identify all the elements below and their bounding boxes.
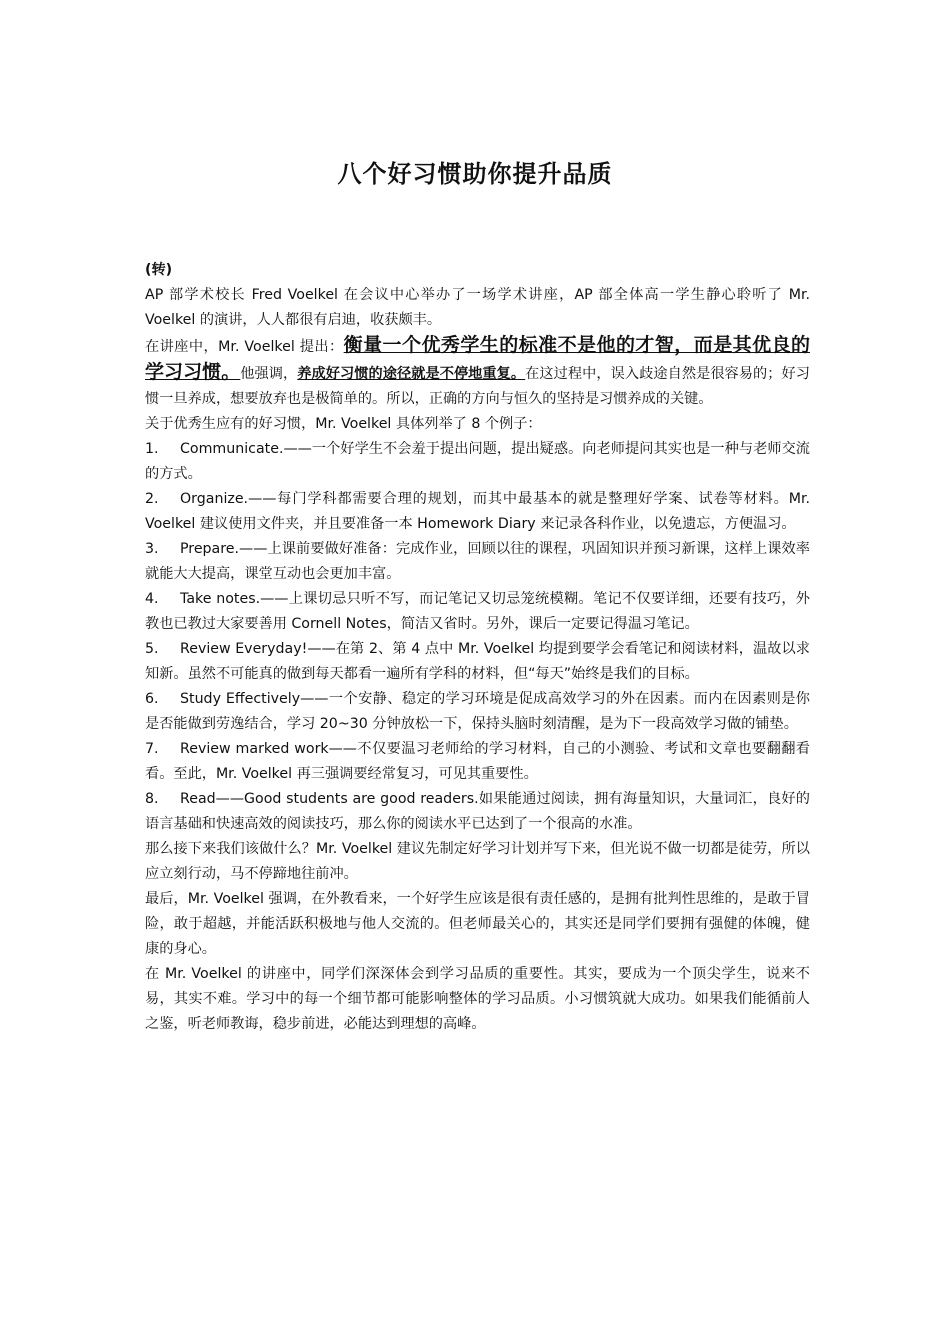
closing-paragraph: 最后，Mr. Voelkel 强调，在外教看来，一个好学生应该是很有责任感的，是拥有批判性思维的，是敢于冒险，敢于超越，并能活跃积极地与他人交流的。但老师最关心的，其实还是同学们要拥有强健的体魄，健康的身心。 <box>145 891 810 957</box>
closing-paragraph: 那么接下来我们该做什么？Mr. Voelkel 建议先制定好学习计划并写下来，但光说不做一切都是徒劳，所以应立刻行动，马不停蹄地往前冲。 <box>145 841 810 882</box>
list-item <box>145 737 810 787</box>
list-item-number: 8. <box>145 791 159 807</box>
list-item-text: Review Everyday!——在第 2、第 4 点中 Mr. Voelkel 均提到要学会看笔记和阅读材料，温故以求知新。虽然不可能真的做到每天都看一遍所有学科的材料，但“每天”始终是我们的目标。 <box>145 641 810 682</box>
list-item-number: 4. <box>145 591 159 607</box>
list-item-text: Prepare.——上课前要做好准备：完成作业，回顾以往的课程，巩固知识并预习新课，这样上课效率就能大大提高，课堂互动也会更加丰富。 <box>145 541 810 582</box>
list-item-text: Organize.——每门学科都需要合理的规划，而其中最基本的就是整理好学案、试卷等材料。Mr. Voelkel 建议使用文件夹，并且要准备一本 Homework Diary 来记录各科作业，以免遗忘，方便温习。 <box>145 491 810 532</box>
key-point-paragraph <box>145 333 810 412</box>
list-item-number: 1. <box>145 441 159 457</box>
source-note: (转) <box>145 262 173 278</box>
list-item-number: 5. <box>145 641 159 657</box>
key-point-mid: 他强调， <box>240 366 298 382</box>
list-item <box>145 787 810 837</box>
list-intro: 关于优秀生应有的好习惯，Mr. Voelkel 具体列举了 8 个例子： <box>145 416 542 432</box>
list-item <box>145 437 810 487</box>
intro-paragraph: AP 部学术校长 Fred Voelkel 在会议中心举办了一场学术讲座，AP 部全体高一学生静心聆听了 Mr. Voelkel 的演讲，人人都很有启迪，收获颇丰。 <box>145 287 810 328</box>
list-item-number: 2. <box>145 491 159 507</box>
key-point-lead: 在讲座中，Mr. Voelkel 提出： <box>145 339 344 355</box>
list-item <box>145 487 810 537</box>
list-item-text: Review marked work——不仅要温习老师给的学习材料，自己的小测验、考试和文章也要翻翻看看。至此，Mr. Voelkel 再三强调要经常复习，可见其重要性。 <box>145 741 810 782</box>
list-item <box>145 687 810 737</box>
list-item <box>145 537 810 587</box>
list-item-text: Read——Good students are good readers.如果能通过阅读，拥有海量知识，大量词汇，良好的语言基础和快速高效的阅读技巧，那么你的阅读水平已达到了一个很高的水准。 <box>145 791 810 832</box>
list-item-number: 6. <box>145 691 159 707</box>
list-item-text: Communicate.——一个好学生不会羞于提出问题，提出疑惑。向老师提问其实也是一种与老师交流的方式。 <box>145 441 810 482</box>
key-point-tail: 在这过程中，误入歧途自然是很容易的；好习惯一旦养成，想要放弃也是极简单的。所以，正确的方向与恒久的坚持是习惯养成的关键。 <box>145 366 810 407</box>
key-point-highlight: 衡量一个优秀学生的标准不是他的才智，而是其优良的学习习惯。 <box>145 334 810 383</box>
list-item <box>145 637 810 687</box>
list-item-number: 3. <box>145 541 159 557</box>
list-item-text: Study Effectively——一个安静、稳定的学习环境是促成高效学习的外在因素。而内在因素则是你是否能做到劳逸结合，学习 20~30 分钟放松一下，保持头脑时刻清醒，是为下一段高效学习做的铺垫。 <box>145 691 810 732</box>
document-body <box>145 258 810 1037</box>
list-item <box>145 587 810 637</box>
list-item-text: Take notes.——上课切忌只听不写，而记笔记又切忌笼统模糊。笔记不仅要详细，还要有技巧，外教也已教过大家要善用 Cornell Notes，简洁又省时。另外，课后一定要记得温习笔记。 <box>145 591 810 632</box>
list-item-number: 7. <box>145 741 159 757</box>
document-title: 八个好习惯助你提升品质 <box>337 160 613 188</box>
closing-paragraph: 在 Mr. Voelkel 的讲座中，同学们深深体会到学习品质的重要性。其实，要成为一个顶尖学生，说来不易，其实不难。学习中的每一个细节都可能影响整体的学习品质。小习惯筑就大成功。如果我们能循前人之鉴，听老师教诲，稳步前进，必能达到理想的高峰。 <box>145 966 810 1032</box>
key-point-emphasis: 养成好习惯的途径就是不停地重复。 <box>297 366 526 382</box>
